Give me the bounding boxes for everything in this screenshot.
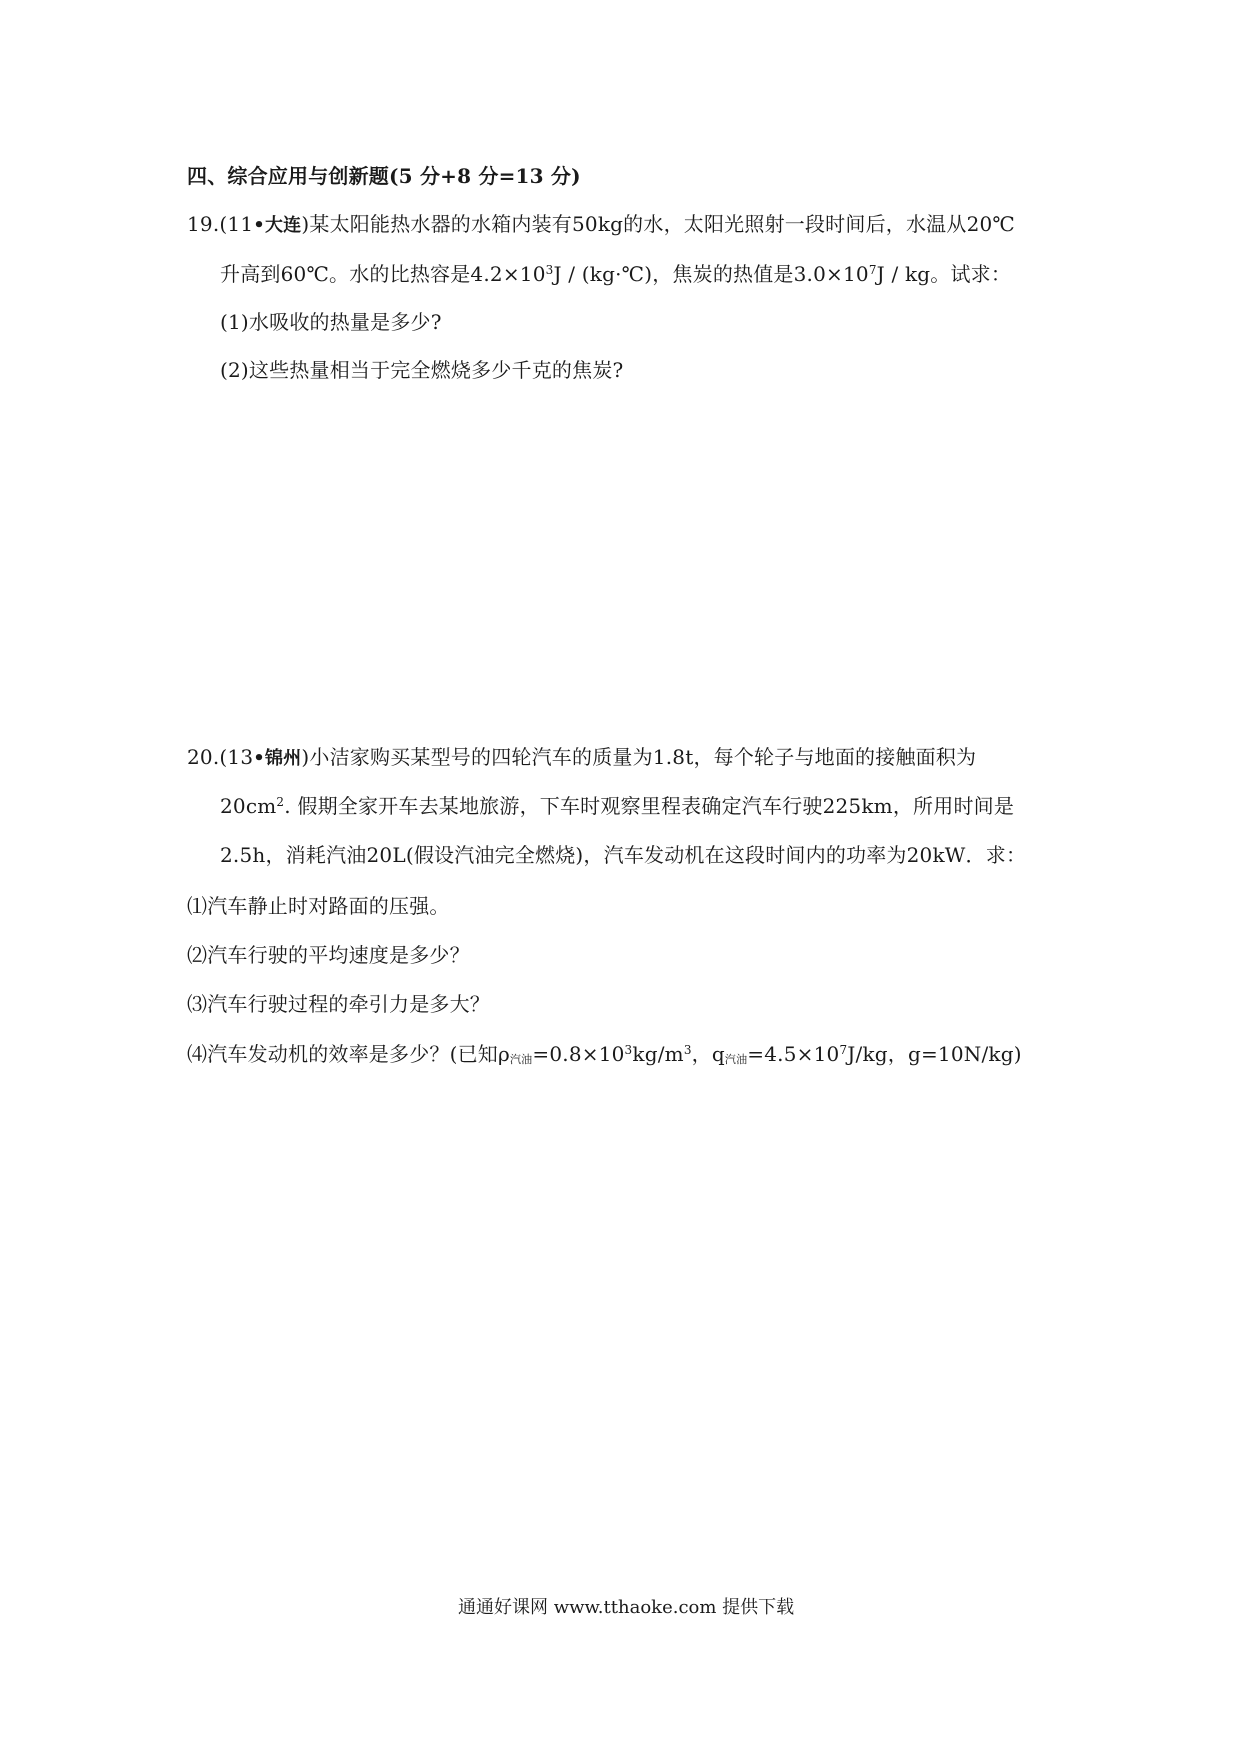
q19-stem-line-2 <box>220 260 1011 288</box>
q20-stem-line-3: 2.5h，消耗汽油20L(假设汽油完全燃烧)，汽车发动机在这段时间内的功率为20kW．求： <box>220 843 1027 867</box>
q20-stem-text-1: 小洁家购买某型号的四轮汽车的质量为1.8t，每个轮子与地面的接触面积为 <box>309 745 977 769</box>
q20-stem-text-2b: . 假期全家开车去某地旅游，下车时观察里程表确定汽车行驶225km，所用时间是 <box>284 794 1015 818</box>
q20-part-4 <box>187 1040 1022 1068</box>
q19-stem-line-1 <box>187 210 1015 240</box>
q20-part4-text-a: ⑷汽车发动机的效率是多少？(已知ρ <box>187 1042 510 1066</box>
q20-stem-text-2a: 20cm <box>220 794 277 818</box>
q20-part4-text-e: =4.5×10 <box>747 1042 840 1066</box>
q19-exponent-1: 3 <box>545 263 554 277</box>
q20-exponent-heat: 7 <box>839 1043 848 1057</box>
q19-source-close: ) <box>301 212 310 236</box>
q20-part4-text-b: =0.8×10 <box>532 1042 625 1066</box>
q20-stem-line-1 <box>187 743 976 773</box>
footer-credit: 通通好课网 www.tthaoke.com 提供下载 <box>458 1597 795 1618</box>
q19-stem-text-2c: J / kg。试求： <box>876 262 1012 286</box>
q19-source-open: (11 <box>219 212 254 236</box>
q19-stem-text-2b: J / (kg·℃)，焦炭的热值是3.0×10 <box>553 262 869 286</box>
q20-part-3: ⑶汽车行驶过程的牵引力是多大？ <box>187 992 490 1016</box>
q19-number: 19. <box>187 212 220 236</box>
q20-part-1: ⑴汽车静止时对路面的压强。 <box>187 894 450 918</box>
q20-number: 20. <box>187 745 220 769</box>
q20-exponent-m3: 3 <box>683 1043 692 1057</box>
q20-exponent-density: 3 <box>624 1043 633 1057</box>
q20-part-2: ⑵汽车行驶的平均速度是多少？ <box>187 943 470 967</box>
q19-part-2: (2)这些热量相当于完全燃烧多少千克的焦炭? <box>220 358 624 382</box>
q20-exponent-area: 2 <box>276 795 285 809</box>
q20-part4-text-f: J/kg，g=10N/kg) <box>847 1042 1022 1066</box>
q20-subscript-q: 汽油 <box>724 1053 748 1066</box>
q20-source-close: ) <box>301 745 310 769</box>
q20-subscript-rho: 汽油 <box>509 1053 533 1066</box>
q19-stem-text-1: 某太阳能热水器的水箱内装有50kg的水，太阳光照射一段时间后，水温从20℃ <box>309 212 1015 236</box>
q20-stem-line-2 <box>220 792 1014 820</box>
q20-source-open: (13 <box>219 745 254 769</box>
q19-source-place: •大连 <box>253 215 302 236</box>
q19-part-1: (1)水吸收的热量是多少? <box>220 310 442 334</box>
q20-part4-text-c: kg/m <box>632 1042 684 1066</box>
section-heading: 四、综合应用与创新题(5 分+8 分=13 分) <box>187 164 581 188</box>
q19-exponent-2: 7 <box>868 263 877 277</box>
q20-part4-text-d: ，q <box>691 1042 725 1066</box>
q20-source-place: •锦州 <box>253 748 302 769</box>
q19-stem-text-2a: 升高到60℃。水的比热容是4.2×10 <box>220 262 546 286</box>
